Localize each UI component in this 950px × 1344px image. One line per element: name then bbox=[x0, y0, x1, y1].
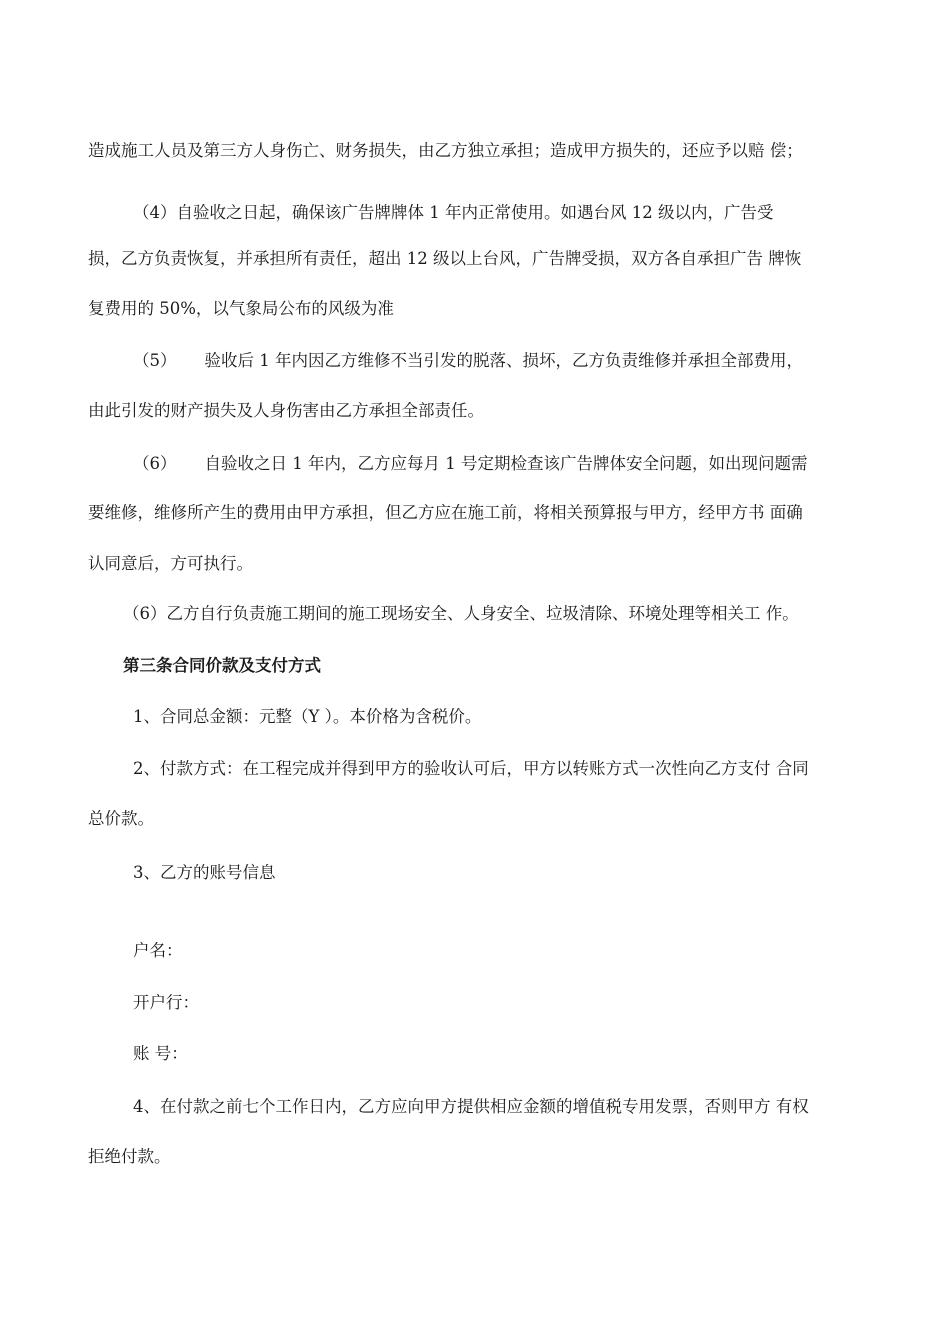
bank-label: 开户行： bbox=[133, 993, 199, 1012]
clause-5-line-1 bbox=[133, 350, 803, 372]
clause-6-text: 自验收之日 1 年内，乙方应每月 1 号定期检查该广告牌体安全问题，如出现问题需 bbox=[204, 454, 808, 473]
item-1-line: 1、合同总金额：元整（Y ）。本价格为含税价。 bbox=[133, 707, 482, 726]
clause-6-line-2: 要维修，维修所产生的费用由甲方承担，但乙方应在施工前，将相关预算报与甲方，经甲方书 面确 bbox=[88, 503, 803, 522]
item-3-line: 3、乙方的账号信息 bbox=[133, 863, 276, 882]
item-2-line-1: 2、付款方式：在工程完成并得到甲方的验收认可后，甲方以转账方式一次性向乙方支付 合同 bbox=[133, 759, 809, 778]
clause-4-line-3: 复费用的 50%，以气象局公布的风级为准 bbox=[88, 299, 394, 318]
clause-5-line-2: 由此引发的财产损失及人身伤害由乙方承担全部责任。 bbox=[88, 401, 484, 420]
item-4-line-1: 4、在付款之前七个工作日内，乙方应向甲方提供相应金额的增值税专用发票，否则甲方 有权 bbox=[133, 1097, 809, 1116]
clause-6-number: （6） bbox=[133, 454, 177, 473]
account-name-label: 户名： bbox=[133, 941, 183, 960]
clause-6-line-1 bbox=[133, 453, 807, 475]
clause-4-line-2: 损，乙方负责恢复，并承担所有责任，超出 12 级以上台风，广告牌受损，双方各自承担广告 牌恢 bbox=[88, 249, 802, 268]
clause-4-line-1: （4）自验收之日起，确保该广告牌牌体 1 年内正常使用。如遇台风 12 级以内，广告受 bbox=[133, 203, 774, 222]
paragraph-line: 造成施工人员及第三方人身伤亡、财务损失，由乙方独立承担；造成甲方损失的，还应予以赔 偿； bbox=[88, 141, 803, 160]
clause-5-number: （5） bbox=[133, 351, 177, 370]
account-number-label: 账 号： bbox=[133, 1044, 188, 1063]
clause-6-line-3: 认同意后，方可执行。 bbox=[88, 554, 253, 573]
item-4-line-2: 拒绝付款。 bbox=[88, 1147, 171, 1166]
item-2-line-2: 总价款。 bbox=[88, 809, 154, 828]
section-heading: 第三条合同价款及支付方式 bbox=[123, 656, 321, 675]
clause-6b-line: （6）乙方自行负责施工期间的施工现场安全、人身安全、垃圾清除、环境处理等相关工 作。 bbox=[123, 604, 799, 623]
clause-5-text: 验收后 1 年内因乙方维修不当引发的脱落、损坏，乙方负责维修并承担全部费用， bbox=[204, 351, 803, 370]
